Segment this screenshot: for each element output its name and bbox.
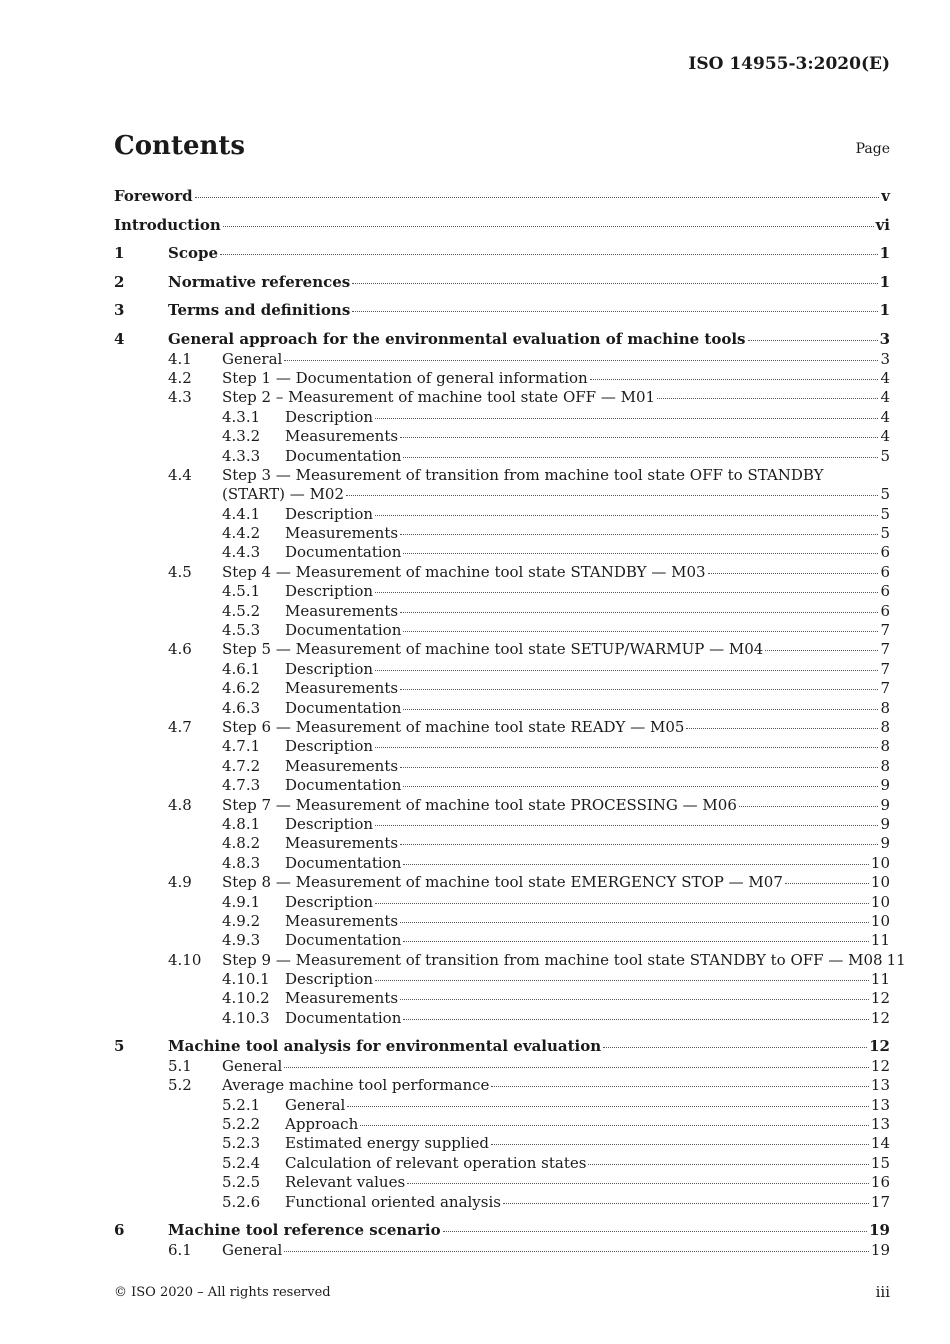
toc-entry-number: 4.9.1 — [222, 892, 261, 911]
toc-entry[interactable] — [114, 187, 890, 207]
toc-entry[interactable] — [114, 1009, 890, 1028]
dot-leader — [443, 1218, 867, 1232]
dot-leader — [400, 521, 878, 535]
toc-entry-number: 4.5.1 — [222, 582, 261, 601]
toc-entry-number: 4.4.1 — [222, 504, 261, 523]
toc-entry-page: 8 — [880, 717, 890, 736]
toc-entry-page: 10 — [870, 911, 890, 930]
toc-entry-page: 3 — [880, 349, 890, 368]
toc-entry-page: 6 — [880, 601, 890, 620]
toc-entry-title: Step 3 — Measurement of transition from machine tool state OFF to STANDBY — [222, 465, 824, 484]
toc-entry-number: 5.2.5 — [222, 1173, 261, 1192]
toc-entry-page: 4 — [880, 388, 890, 407]
toc-entry[interactable] — [114, 854, 890, 873]
toc-entry-page: 13 — [870, 1095, 890, 1114]
toc-entry-page: 8 — [880, 737, 890, 756]
toc-entry-line — [285, 1193, 890, 1212]
toc-entry-page: 6 — [880, 543, 890, 562]
toc-entry-title: Estimated energy supplied — [285, 1134, 489, 1153]
toc-entry-page: 12 — [870, 1008, 890, 1027]
toc-entry-title: Scope — [168, 244, 219, 263]
toc-entry-number: 4.3.3 — [222, 446, 261, 465]
toc-entry-page: 19 — [870, 1240, 890, 1259]
toc-entry-title: Description — [285, 892, 374, 911]
toc-entry-title: Documentation — [285, 776, 402, 795]
toc-entry-page: 10 — [870, 873, 890, 892]
toc-entry-title: Step 6 — Measurement of machine tool state READY — M05 — [222, 717, 685, 736]
document-id-header: ISO 14955-3:2020(E) — [688, 54, 890, 74]
toc-entry-title: Description — [285, 407, 374, 426]
toc-entry-page: 14 — [870, 1134, 890, 1153]
toc-entry-page: 11 — [870, 931, 890, 950]
toc-entry-title: Step 2 – Measurement of machine tool state OFF — M01 — [222, 388, 656, 407]
toc-entry-number: 4.9.2 — [222, 911, 261, 930]
toc-entry[interactable] — [114, 447, 890, 466]
toc-entry-title: Documentation — [285, 543, 402, 562]
toc-entry-number: 4.8.2 — [222, 834, 261, 853]
toc-entry-number: 4.6 — [168, 640, 192, 659]
toc-entry-title: Step 5 — Measurement of machine tool state SETUP/WARMUP — M04 — [222, 640, 764, 659]
dot-leader — [748, 327, 878, 341]
dot-leader — [503, 1190, 869, 1204]
toc-entry-title: Machine tool reference scenario — [168, 1220, 441, 1239]
dot-leader — [400, 676, 878, 690]
dot-leader — [588, 1151, 868, 1165]
toc-entry-number: 4.4.2 — [222, 524, 261, 543]
toc-entry-number: 4.6.1 — [222, 659, 261, 678]
toc-entry-page: 5 — [880, 485, 890, 504]
toc-entry[interactable] — [114, 1193, 890, 1212]
dot-leader — [403, 928, 869, 942]
toc-entry-page: 6 — [880, 562, 890, 581]
dot-leader — [400, 831, 878, 845]
toc-entry-number: 4.10.2 — [222, 989, 270, 1008]
toc-entry-page: 8 — [880, 698, 890, 717]
dot-leader — [403, 444, 878, 458]
toc-entry-title: Measurements — [285, 427, 399, 446]
toc-entry-page: 7 — [880, 659, 890, 678]
dot-leader — [375, 890, 869, 904]
toc-entry-number: 4.3.1 — [222, 407, 261, 426]
toc-entry-number: 4.10.1 — [222, 970, 270, 989]
toc-entry-page: 10 — [870, 853, 890, 872]
toc-entry-number: 4.3.2 — [222, 427, 261, 446]
toc-entry-title: Step 9 — Measurement of transition from machine tool state STANDBY to OFF — M08 — [222, 950, 883, 969]
toc-entry-number: 4.6.3 — [222, 698, 261, 717]
toc-entry-title: General — [222, 1056, 283, 1075]
toc-entry-title: Terms and definitions — [168, 301, 351, 320]
toc-entry-number: 5.1 — [168, 1056, 192, 1075]
dot-leader — [657, 385, 878, 399]
toc-entry-number: 5.2 — [168, 1076, 192, 1095]
dot-leader — [403, 540, 878, 554]
toc-entry-line — [168, 244, 890, 263]
dot-leader — [403, 851, 869, 865]
toc-entry-title: Introduction — [114, 215, 221, 234]
toc-entry-page: 1 — [879, 301, 890, 320]
toc-entry-title: Description — [285, 814, 374, 833]
table-of-contents — [114, 187, 906, 1260]
toc-entry-title: General — [285, 1095, 346, 1114]
contents-heading: Contents — [114, 131, 246, 161]
toc-entry[interactable] — [114, 216, 890, 236]
dot-leader — [360, 1112, 869, 1126]
toc-entry-title: Description — [285, 504, 374, 523]
dot-leader — [491, 1131, 869, 1145]
toc-entry[interactable] — [114, 244, 890, 264]
toc-entry-title: Description — [285, 659, 374, 678]
toc-entry-number: 4.3 — [168, 388, 192, 407]
toc-entry-title: Functional oriented analysis — [285, 1192, 501, 1211]
toc-entry-page: 4 — [880, 368, 890, 387]
dot-leader — [284, 1238, 869, 1252]
toc-entry-title: Measurements — [285, 834, 399, 853]
dot-leader — [686, 715, 878, 729]
dot-leader — [403, 618, 878, 632]
copyright-footer: © ISO 2020 – All rights reserved — [114, 1285, 331, 1300]
toc-entry-title: Measurements — [285, 989, 399, 1008]
dot-leader — [407, 1170, 869, 1184]
toc-entry-number: 4.2 — [168, 368, 192, 387]
toc-entry-title: Documentation — [285, 931, 402, 950]
dot-leader — [491, 1073, 868, 1087]
toc-entry-page: 12 — [870, 1056, 890, 1075]
dot-leader — [403, 773, 878, 787]
toc-entry-page: 3 — [879, 329, 890, 348]
toc-entry-number: 4.8 — [168, 795, 192, 814]
toc-entry-title: Documentation — [285, 1008, 402, 1027]
toc-entry-page: 7 — [880, 679, 890, 698]
toc-entry-title: Relevant values — [285, 1173, 406, 1192]
toc-entry-number: 5 — [114, 1037, 125, 1056]
toc-entry-number: 4.9.3 — [222, 931, 261, 950]
toc-entry-title: General — [222, 1240, 283, 1259]
toc-entry-page: 5 — [880, 504, 890, 523]
toc-entry-title: Machine tool analysis for environmental evaluation — [168, 1037, 602, 1056]
toc-entry-number: 5.2.6 — [222, 1192, 261, 1211]
toc-entry-page: 10 — [870, 892, 890, 911]
toc-entry-page: 11 — [886, 950, 906, 969]
toc-entry-title: Documentation — [285, 853, 402, 872]
dot-leader — [375, 405, 878, 419]
toc-entry-title: Normative references — [168, 272, 351, 291]
toc-entry-number: 4.8.3 — [222, 853, 261, 872]
toc-entry-title: Step 1 — Documentation of general information — [222, 368, 588, 387]
toc-entry-page: 7 — [880, 621, 890, 640]
toc-entry-number: 4.10.3 — [222, 1008, 270, 1027]
toc-entry-number: 5.2.4 — [222, 1153, 261, 1172]
dot-leader — [375, 502, 878, 516]
dot-leader — [346, 482, 878, 496]
toc-entry-page: vi — [875, 215, 890, 234]
toc-entry[interactable] — [114, 1241, 890, 1260]
toc-entry-title: Documentation — [285, 698, 402, 717]
toc-entry-line — [285, 931, 890, 950]
toc-entry-page: 13 — [870, 1076, 890, 1095]
dot-leader — [375, 579, 878, 593]
toc-entry-title: Documentation — [285, 446, 402, 465]
toc-entry-title: Description — [285, 737, 374, 756]
toc-entry-line — [285, 447, 890, 466]
dot-leader — [400, 986, 869, 1000]
dot-leader — [403, 696, 878, 710]
toc-entry-page: 17 — [870, 1192, 890, 1211]
toc-entry-title: Description — [285, 582, 374, 601]
dot-leader — [284, 1054, 869, 1068]
toc-entry-page: 8 — [880, 756, 890, 775]
dot-leader — [375, 812, 878, 826]
toc-entry-line — [114, 216, 890, 235]
toc-entry-number: 4.7.2 — [222, 756, 261, 775]
toc-entry-page: 12 — [870, 989, 890, 1008]
toc-entry-title: Step 7 — Measurement of machine tool state PROCESSING — M06 — [222, 795, 737, 814]
toc-entry-page: 1 — [879, 244, 890, 263]
toc-entry[interactable] — [114, 931, 890, 950]
toc-entry-title: Calculation of relevant operation states — [285, 1153, 587, 1172]
toc-entry-number: 4.9 — [168, 873, 192, 892]
dot-leader — [347, 1093, 869, 1107]
toc-entry-number: 4.6.2 — [222, 679, 261, 698]
toc-entry-number: 4.8.1 — [222, 814, 261, 833]
dot-leader — [400, 754, 878, 768]
dot-leader — [590, 366, 879, 380]
toc-entry-number: 4 — [114, 329, 125, 348]
dot-leader — [195, 184, 880, 198]
toc-entry-page: 9 — [880, 776, 890, 795]
toc-entry-page: 4 — [880, 407, 890, 426]
toc-entry-number: 4.4 — [168, 465, 192, 484]
toc-entry-title: Documentation — [285, 621, 402, 640]
toc-entry-page: 9 — [880, 795, 890, 814]
dot-leader — [400, 424, 878, 438]
toc-entry-title: Approach — [285, 1115, 359, 1133]
toc-entry-number: 4.1 — [168, 349, 192, 368]
page-column-label: Page — [855, 141, 890, 157]
toc-entry[interactable] — [114, 301, 890, 321]
toc-entry-page: v — [881, 187, 890, 205]
dot-leader — [220, 241, 878, 255]
toc-entry-number: 4.7.3 — [222, 776, 261, 795]
toc-entry-title: Foreword — [114, 187, 193, 205]
toc-entry-page: 19 — [869, 1220, 890, 1239]
dot-leader — [375, 734, 878, 748]
dot-leader — [352, 298, 877, 312]
dot-leader — [375, 967, 869, 981]
toc-entry-title: Step 4 — Measurement of machine tool state STANDBY — M03 — [222, 562, 706, 581]
toc-entry-title: Description — [285, 970, 374, 989]
toc-entry-title: Average machine tool performance — [222, 1076, 490, 1095]
toc-entry-page: 1 — [879, 272, 890, 291]
toc-entry-line — [168, 273, 890, 292]
toc-entry-number: 4.7.1 — [222, 737, 261, 756]
dot-leader — [223, 213, 874, 227]
toc-entry-page: 13 — [870, 1115, 890, 1133]
toc-entry-number: 2 — [114, 272, 125, 291]
dot-leader — [352, 270, 877, 284]
dot-leader — [375, 657, 878, 671]
toc-entry-number: 4.5 — [168, 562, 192, 581]
toc-entry-page: 5 — [880, 446, 890, 465]
dot-leader — [785, 870, 869, 884]
toc-entry-page: 16 — [870, 1173, 890, 1192]
toc-entry-page: 5 — [880, 524, 890, 543]
toc-entry-title: General approach for the environmental evaluation of machine tools — [168, 329, 746, 348]
toc-entry-number: 1 — [114, 244, 125, 263]
toc-entry-title: (START) — M02 — [222, 485, 345, 504]
toc-entry-number: 4.5.3 — [222, 621, 261, 640]
toc-entry-number: 4.10 — [168, 950, 202, 969]
toc-entry-page: 7 — [880, 640, 890, 659]
toc-entry-number: 3 — [114, 301, 125, 320]
toc-entry-number: 4.7 — [168, 717, 192, 736]
toc-entry-line — [285, 1009, 890, 1028]
dot-leader — [603, 1034, 867, 1048]
toc-entry-line — [168, 301, 890, 320]
toc-entry-number: 5.2.2 — [222, 1115, 261, 1133]
toc-entry-page: 11 — [870, 970, 890, 989]
toc-entry-title: Measurements — [285, 911, 399, 930]
dot-leader — [400, 599, 878, 613]
toc-entry-number: 6.1 — [168, 1240, 192, 1259]
toc-entry-title: Measurements — [285, 679, 399, 698]
page-number-footer: iii — [875, 1283, 890, 1301]
toc-entry-number: 5.2.1 — [222, 1095, 261, 1114]
toc-entry-number: 4.4.3 — [222, 543, 261, 562]
toc-entry-number: 5.2.3 — [222, 1134, 261, 1153]
dot-leader — [708, 560, 879, 574]
dot-leader — [284, 347, 878, 361]
toc-entry-page: 6 — [880, 582, 890, 601]
dot-leader — [739, 793, 879, 807]
toc-entry-title: Measurements — [285, 524, 399, 543]
toc-entry-page: 12 — [869, 1037, 890, 1056]
toc-entry-page: 4 — [880, 427, 890, 446]
toc-entry-page: 15 — [870, 1153, 890, 1172]
toc-entry-page: 9 — [880, 834, 890, 853]
toc-entry-page: 9 — [880, 814, 890, 833]
dot-leader — [403, 1006, 869, 1020]
toc-entry-line — [222, 1241, 890, 1260]
toc-entry-title: Measurements — [285, 601, 399, 620]
dot-leader — [400, 909, 869, 923]
toc-entry[interactable] — [114, 273, 890, 293]
toc-entry-number: 4.5.2 — [222, 601, 261, 620]
toc-entry-line — [114, 187, 890, 206]
toc-entry-title: Step 8 — Measurement of machine tool state EMERGENCY STOP — M07 — [222, 873, 783, 892]
toc-entry-title: Measurements — [285, 756, 399, 775]
toc-entry-title: General — [222, 349, 283, 368]
toc-entry-number: 6 — [114, 1220, 125, 1239]
dot-leader — [765, 637, 878, 651]
